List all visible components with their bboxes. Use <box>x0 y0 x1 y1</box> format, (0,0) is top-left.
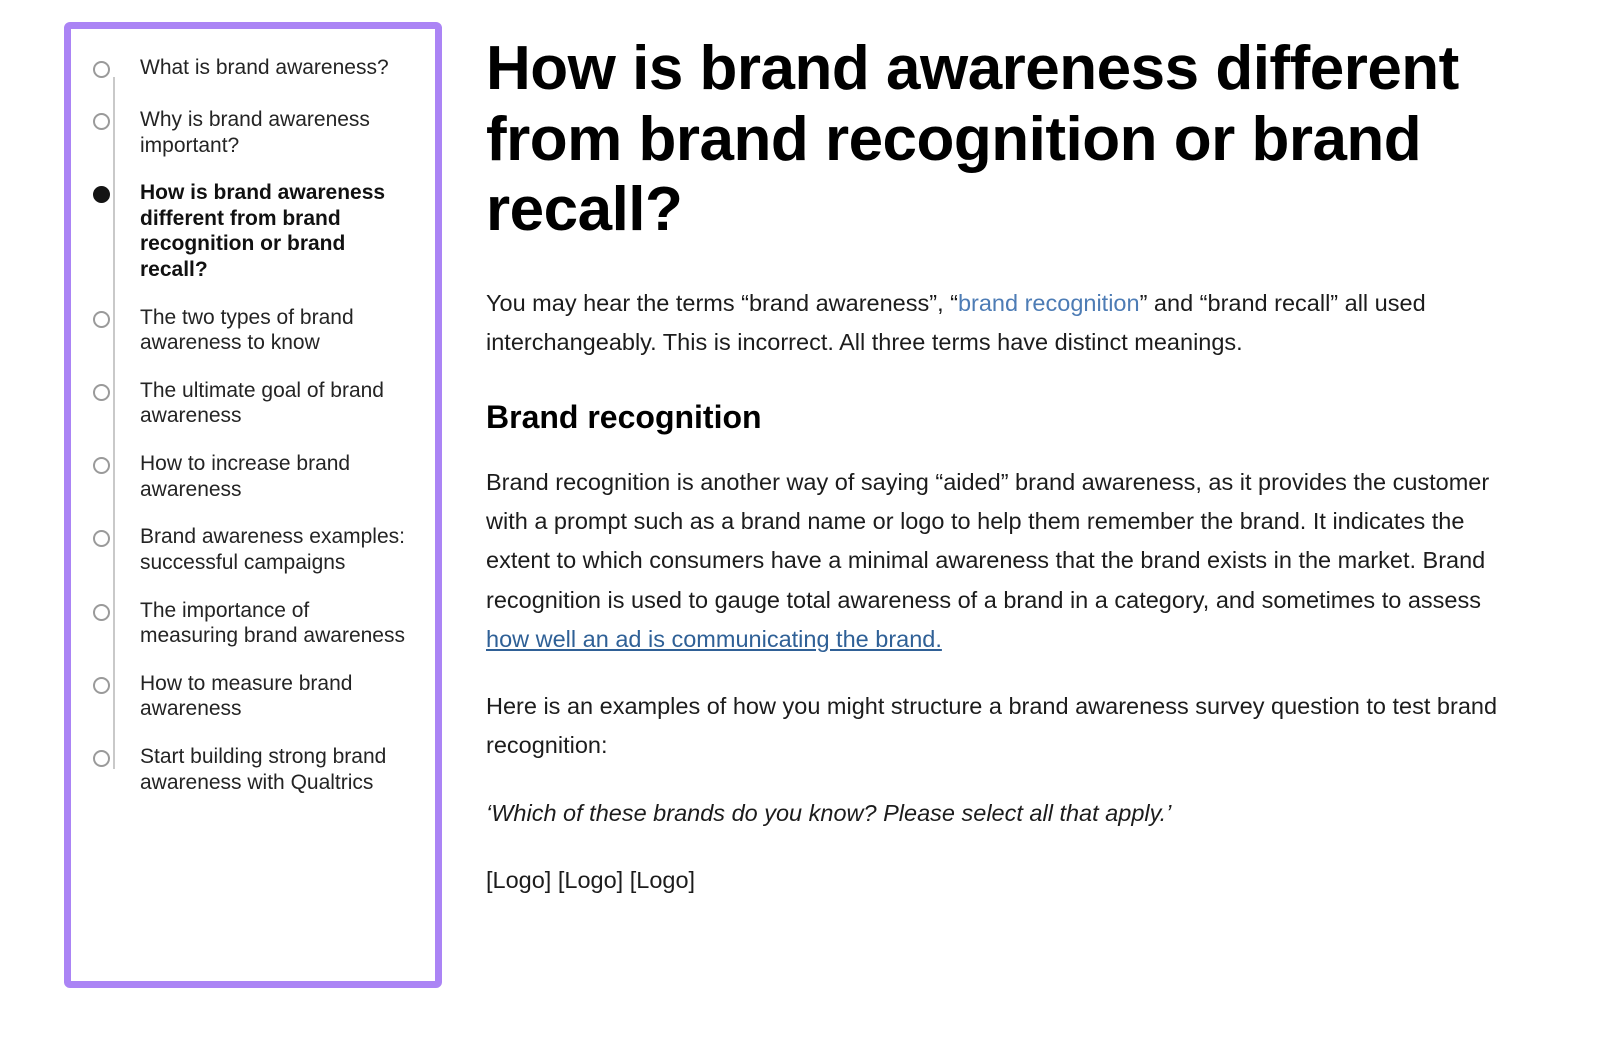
toc-item-label: The importance of measuring brand awareness <box>140 598 405 648</box>
page-title: How is brand awareness different from brand recognition or brand recall? <box>486 34 1459 245</box>
bullet-dot-icon <box>93 311 110 328</box>
bullet-dot-icon <box>93 113 110 130</box>
brand-recognition-link[interactable]: brand recognition <box>957 290 1140 317</box>
intro-text-before: You may hear the terms “brand awareness”, “ <box>486 290 958 317</box>
bullet-dot-icon <box>93 457 110 474</box>
toc-item-10[interactable] <box>93 744 419 795</box>
toc-list <box>93 55 419 795</box>
intro-paragraph <box>486 284 1520 362</box>
toc-item-4[interactable] <box>93 305 419 356</box>
toc-item-label: How is brand awareness different from brand recognition or brand recall? <box>140 181 386 282</box>
bullet-dot-icon <box>93 384 110 401</box>
toc-item-2[interactable] <box>93 107 419 158</box>
toc-item-3-active[interactable] <box>93 180 419 282</box>
toc-item-label: The ultimate goal of brand awareness <box>140 378 384 428</box>
logo-placeholders: [Logo] [Logo] [Logo] <box>486 866 696 893</box>
table-of-contents <box>64 22 442 988</box>
toc-item-label: Brand awareness examples: successful campaigns <box>140 525 405 574</box>
toc-item-9[interactable] <box>93 671 419 722</box>
bullet-dot-filled-icon <box>93 186 110 203</box>
toc-item-label: Start building strong brand awareness with Qualtrics <box>140 744 387 794</box>
toc-item-5[interactable] <box>93 378 419 429</box>
toc-item-label: Why is brand awareness important? <box>140 108 370 157</box>
example-question: ‘Which of these brands do you know? Please select all that apply.’ <box>486 799 1172 826</box>
bullet-dot-icon <box>93 530 110 547</box>
toc-item-6[interactable] <box>93 451 419 502</box>
toc-item-1[interactable] <box>93 55 419 85</box>
section-heading-brand-recognition: Brand recognition <box>486 399 762 436</box>
intro-text-after: ” and “brand recall” all used interchangeably. This is incorrect. All three terms have distinct meanings. <box>486 290 1426 356</box>
toc-item-label: What is brand awareness? <box>140 56 389 79</box>
bullet-dot-icon <box>93 750 110 767</box>
toc-item-label: How to measure brand awareness <box>140 671 353 721</box>
bullet-dot-icon <box>93 604 110 621</box>
toc-item-label: How to increase brand awareness <box>140 452 351 501</box>
bullet-dot-icon <box>93 61 110 78</box>
example-intro-paragraph: Here is an examples of how you might structure a brand awareness survey question to test brand recognition: <box>486 693 1498 759</box>
toc-item-label: The two types of brand awareness to know <box>140 305 354 355</box>
body-paragraph <box>486 463 1520 659</box>
toc-item-8[interactable] <box>93 598 419 649</box>
bullet-dot-icon <box>93 677 110 694</box>
article-content <box>442 22 1600 1039</box>
toc-item-7[interactable] <box>93 524 419 575</box>
body-text-before: Brand recognition is another way of saying “aided” brand awareness, as it provides the customer with a prompt such as a brand name or logo to help them remember the brand. It indicates the extent to which consumers have a minimal awareness that the brand exists in the market. Brand recognition is used to gauge total awareness of a brand in a category, and sometimes to assess <box>486 468 1490 613</box>
ad-communication-link[interactable]: how well an ad is communicating the brand. <box>486 625 942 652</box>
